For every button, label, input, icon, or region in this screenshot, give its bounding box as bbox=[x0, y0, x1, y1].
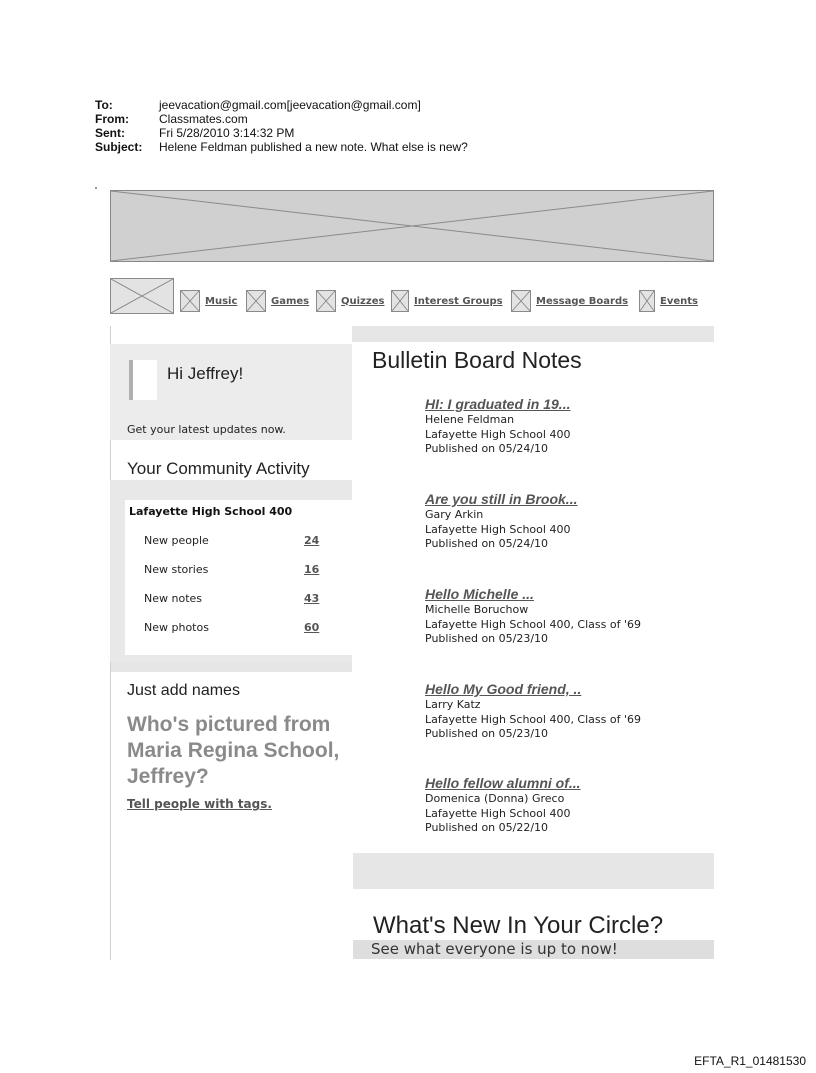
subject-label: Subject: bbox=[95, 140, 143, 154]
interest-groups-icon bbox=[391, 290, 409, 312]
sent-label: Sent: bbox=[95, 126, 125, 140]
broken-image-icon bbox=[111, 191, 713, 261]
note-author: Michelle Boruchow bbox=[425, 603, 529, 616]
community-row-count-link[interactable]: 16 bbox=[304, 563, 320, 576]
community-row bbox=[144, 534, 324, 550]
nav-link-quizzes[interactable]: Quizzes bbox=[341, 295, 385, 307]
nav-link-message-boards[interactable]: Message Boards bbox=[536, 295, 629, 307]
sent-value: Fri 5/28/2010 3:14:32 PM bbox=[159, 126, 295, 140]
bulletin-note bbox=[425, 490, 715, 552]
community-list bbox=[125, 500, 359, 655]
quizzes-icon bbox=[316, 290, 336, 312]
community-school: Lafayette High School 400 bbox=[129, 505, 293, 518]
note-school: Lafayette High School 400, Class of '69 bbox=[425, 617, 641, 631]
banner-image-placeholder bbox=[110, 190, 714, 262]
community-row-label: New photos bbox=[144, 621, 209, 634]
nav-link-games[interactable]: Games bbox=[271, 295, 310, 307]
divider-stripe bbox=[352, 326, 714, 342]
nav-bar bbox=[110, 262, 714, 326]
games-icon bbox=[246, 290, 266, 312]
nav-item-quizzes[interactable] bbox=[316, 289, 384, 313]
to-row bbox=[95, 98, 468, 112]
note-published: Published on 05/23/10 bbox=[425, 727, 549, 740]
stray-dot bbox=[95, 187, 97, 189]
note-school: Lafayette High School 400 bbox=[425, 522, 571, 536]
greeting-subtitle: Get your latest updates now. bbox=[127, 423, 286, 436]
community-row-label: New people bbox=[144, 534, 209, 547]
nav-item-message-boards[interactable] bbox=[511, 289, 628, 313]
nav-item-events[interactable] bbox=[639, 289, 698, 313]
note-author: Gary Arkin bbox=[425, 508, 484, 521]
tagging-question: Who's pictured from Maria Regina School, Jeffrey? bbox=[127, 713, 340, 788]
bulletin-title: Bulletin Board Notes bbox=[372, 347, 582, 373]
community-row bbox=[144, 563, 324, 579]
music-icon bbox=[180, 290, 200, 312]
broken-image-icon bbox=[111, 279, 173, 313]
note-author: Helene Feldman bbox=[425, 413, 515, 426]
from-row bbox=[95, 112, 468, 126]
note-published: Published on 05/24/10 bbox=[425, 442, 549, 455]
note-title-link[interactable]: Hello fellow alumni of... bbox=[425, 775, 581, 791]
note-published: Published on 05/24/10 bbox=[425, 537, 549, 550]
document-id: EFTA_R1_01481530 bbox=[694, 1054, 806, 1068]
divider-stripe bbox=[353, 853, 714, 889]
from-label: From: bbox=[95, 112, 129, 126]
subject-value: Helene Feldman published a new note. What else is new? bbox=[159, 140, 468, 154]
bulletin-note bbox=[425, 774, 715, 836]
circle-subtitle: See what everyone is up to now! bbox=[371, 940, 618, 958]
bulletin-note bbox=[425, 395, 715, 457]
from-value: Classmates.com bbox=[159, 112, 248, 126]
community-row-label: New notes bbox=[144, 592, 203, 605]
community-title: Your Community Activity bbox=[127, 459, 310, 478]
community-row-label: New stories bbox=[144, 563, 209, 576]
nav-item-games[interactable] bbox=[246, 289, 309, 313]
bulletin-note bbox=[425, 680, 715, 742]
nav-item-music[interactable] bbox=[180, 289, 237, 313]
tag-people-link[interactable]: Tell people with tags. bbox=[127, 797, 272, 811]
note-author: Larry Katz bbox=[425, 698, 481, 711]
note-title-link[interactable]: HI: I graduated in 19... bbox=[425, 396, 571, 412]
community-panel bbox=[110, 480, 352, 662]
bulletin-note bbox=[425, 585, 715, 647]
greeting-title: Hi Jeffrey! bbox=[167, 364, 244, 383]
greeting-panel bbox=[110, 344, 352, 440]
logo-image-placeholder[interactable] bbox=[110, 278, 174, 314]
community-row-count-link[interactable]: 43 bbox=[304, 592, 320, 605]
note-published: Published on 05/23/10 bbox=[425, 632, 549, 645]
community-row-count-link[interactable]: 60 bbox=[304, 621, 320, 634]
community-row bbox=[144, 592, 324, 608]
to-value: jeevacation@gmail.com[jeevacation@gmail.com] bbox=[159, 98, 421, 112]
note-school: Lafayette High School 400 bbox=[425, 427, 571, 441]
to-label: To: bbox=[95, 98, 113, 112]
email-header bbox=[95, 98, 468, 154]
events-icon bbox=[639, 290, 655, 312]
nav-link-music[interactable]: Music bbox=[205, 295, 238, 307]
divider-stripe bbox=[110, 662, 352, 672]
note-school: Lafayette High School 400 bbox=[425, 806, 571, 820]
note-title-link[interactable]: Hello My Good friend, .. bbox=[425, 681, 582, 697]
nav-link-interest-groups[interactable]: Interest Groups bbox=[414, 295, 503, 307]
circle-title: What's New In Your Circle? bbox=[373, 912, 664, 939]
community-row bbox=[144, 621, 324, 637]
subject-row bbox=[95, 140, 468, 154]
note-published: Published on 05/22/10 bbox=[425, 821, 549, 834]
note-title-link[interactable]: Hello Michelle ... bbox=[425, 586, 534, 602]
nav-item-interest-groups[interactable] bbox=[391, 289, 503, 313]
tagging-title: Just add names bbox=[127, 682, 240, 699]
sent-row bbox=[95, 126, 468, 140]
note-title-link[interactable]: Are you still in Brook... bbox=[425, 491, 578, 507]
community-row-count-link[interactable]: 24 bbox=[304, 534, 320, 547]
nav-link-events[interactable]: Events bbox=[660, 295, 698, 307]
note-school: Lafayette High School 400, Class of '69 bbox=[425, 712, 641, 726]
message-boards-icon bbox=[511, 290, 531, 312]
avatar bbox=[129, 360, 157, 400]
note-author: Domenica (Donna) Greco bbox=[425, 792, 565, 805]
